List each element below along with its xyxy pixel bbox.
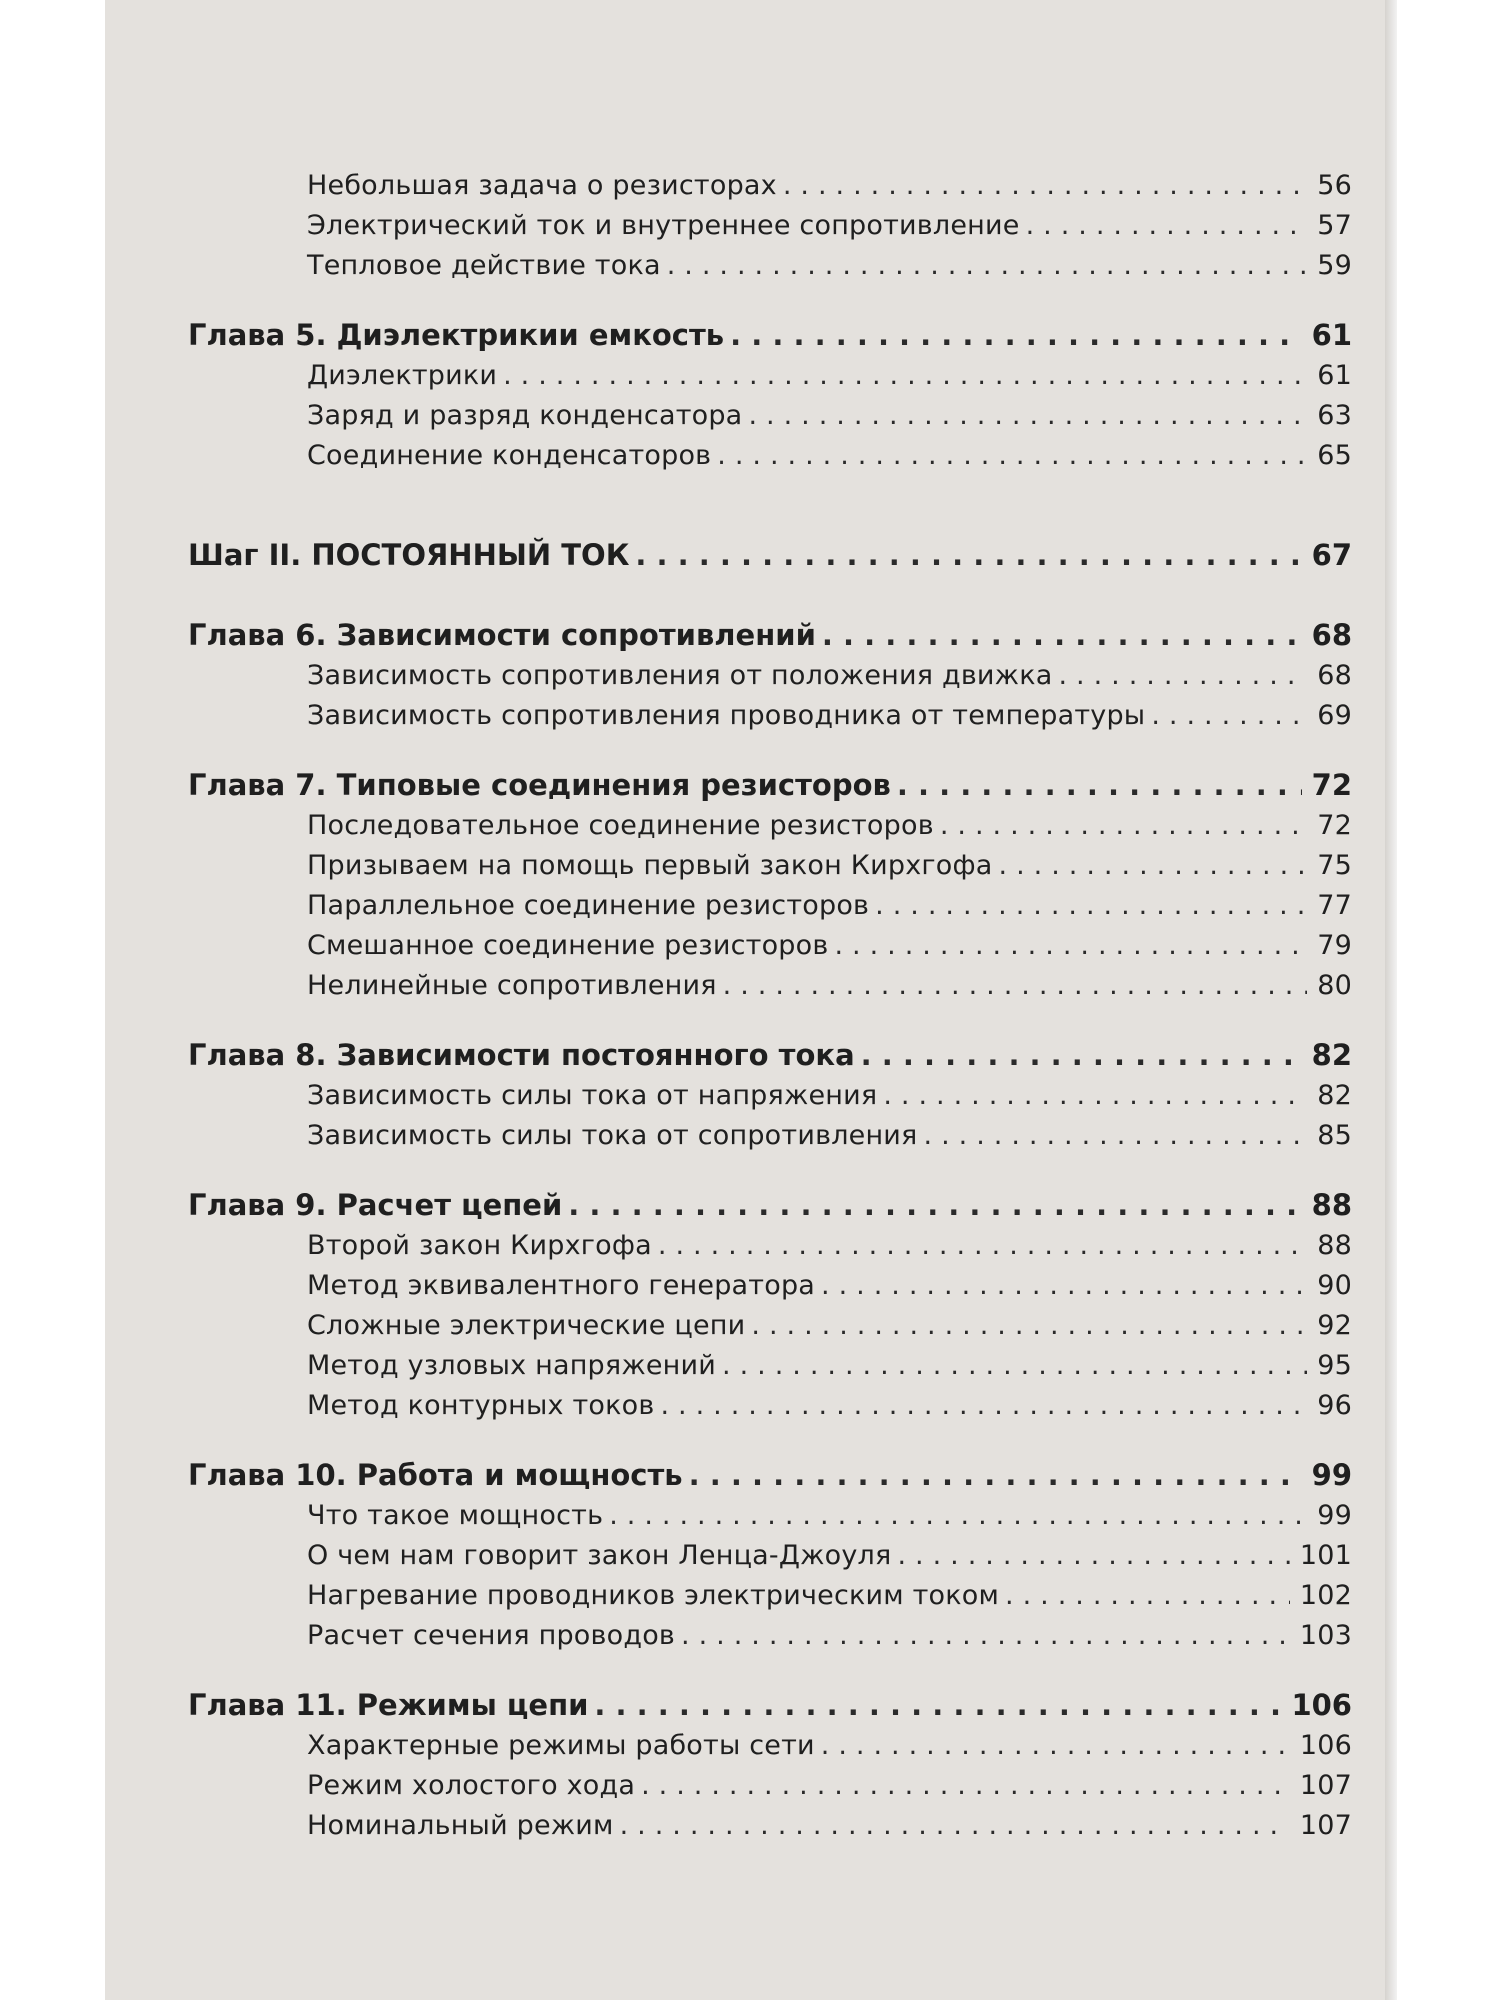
- toc-entry-title: Глава 8. Зависимости постоянного тока: [188, 1038, 855, 1072]
- spacer: [105, 740, 1395, 768]
- toc-section-entry: [307, 1580, 1352, 1620]
- toc-section-entry: [307, 360, 1352, 400]
- dot-leader: [999, 850, 1308, 881]
- toc-section-entry: [307, 1390, 1352, 1430]
- toc-page-number: 68: [1317, 660, 1352, 691]
- dot-leader: [822, 618, 1302, 652]
- toc-entry-title: Метод контурных токов: [307, 1390, 655, 1421]
- toc-chapter-entry: [188, 1188, 1352, 1230]
- dot-leader: [568, 1188, 1301, 1222]
- toc-entry-title: Смешанное соединение резисторов: [307, 930, 829, 961]
- dot-leader: [821, 1730, 1290, 1761]
- toc-entry-title: Глава 6. Зависимости сопротивлений: [188, 618, 816, 652]
- toc-entry-title: Последовательное соединение резисторов: [307, 810, 934, 841]
- toc-entry-title: Глава 9. Расчет цепей: [188, 1188, 563, 1222]
- toc-entry-title: Глава 11. Режимы цепи: [188, 1688, 589, 1722]
- dot-leader: [717, 440, 1307, 471]
- dot-leader: [897, 1540, 1289, 1571]
- spacer: [105, 580, 1395, 618]
- toc-section-entry: [307, 660, 1352, 700]
- toc-entry-title: Глава 7. Типовые соединения резисторов: [188, 768, 891, 802]
- page-edge: [1385, 0, 1397, 2000]
- toc-page-number: 79: [1317, 930, 1352, 961]
- toc-section-entry: [307, 250, 1352, 290]
- toc-entry-title: Второй закон Кирхгофа: [307, 1230, 652, 1261]
- spacer: [105, 480, 1395, 538]
- toc-section-entry: [307, 170, 1352, 210]
- dot-leader: [620, 1810, 1290, 1841]
- toc-section-entry: [307, 1120, 1352, 1160]
- toc-entry-title: Диэлектрики: [307, 360, 498, 391]
- toc-page-number: 57: [1317, 210, 1352, 241]
- dot-leader: [1058, 660, 1307, 691]
- toc-section-entry: [307, 1500, 1352, 1540]
- toc-entry-title: Электрический ток и внутреннее сопротивление: [307, 210, 1020, 241]
- toc-entry-title: Небольшая задача о резисторах: [307, 170, 777, 201]
- toc-page-number: 107: [1299, 1810, 1352, 1841]
- dot-leader: [1005, 1580, 1290, 1611]
- toc-entry-title: Зависимость силы тока от напряжения: [307, 1080, 878, 1111]
- table-of-contents: [105, 170, 1395, 1850]
- toc-section-entry: [307, 1540, 1352, 1580]
- toc-entry-title: Метод эквивалентного генератора: [307, 1270, 816, 1301]
- toc-page-number: 99: [1311, 1458, 1352, 1492]
- toc-section-entry: [307, 930, 1352, 970]
- toc-page-number: 99: [1317, 1500, 1352, 1531]
- toc-entry-title: Заряд и разряд конденсатора: [307, 400, 743, 431]
- toc-step-entry: [188, 538, 1352, 580]
- toc-section-entry: [307, 890, 1352, 930]
- toc-section-entry: [307, 210, 1352, 250]
- toc-section-entry: [307, 1310, 1352, 1350]
- dot-leader: [723, 970, 1308, 1001]
- toc-page-number: 72: [1311, 768, 1352, 802]
- toc-chapter-entry: [188, 618, 1352, 660]
- toc-page-number: 82: [1317, 1080, 1352, 1111]
- dot-leader: [834, 930, 1307, 961]
- toc-section-entry: [307, 1270, 1352, 1310]
- toc-page-number: 77: [1317, 890, 1352, 921]
- toc-section-entry: [307, 700, 1352, 740]
- toc-section-entry: [307, 1730, 1352, 1770]
- toc-page-number: 106: [1299, 1730, 1352, 1761]
- toc-chapter-entry: [188, 768, 1352, 810]
- toc-entry-title: Нелинейные сопротивления: [307, 970, 717, 1001]
- toc-entry-title: Глава 5. Диэлектрикии емкость: [188, 318, 725, 352]
- toc-entry-title: Что такое мощность: [307, 1500, 604, 1531]
- toc-entry-title: Зависимость сопротивления проводника от температуры: [307, 700, 1146, 731]
- dot-leader: [635, 538, 1301, 572]
- dot-leader: [821, 1270, 1307, 1301]
- dot-leader: [667, 250, 1308, 281]
- toc-page-number: 96: [1317, 1390, 1352, 1421]
- toc-page-number: 85: [1317, 1120, 1352, 1151]
- toc-chapter-entry: [188, 1038, 1352, 1080]
- toc-chapter-entry: [188, 1688, 1352, 1730]
- toc-entry-title: Сложные электрические цепи: [307, 1310, 746, 1341]
- dot-leader: [641, 1770, 1290, 1801]
- toc-entry-title: Глава 10. Работа и мощность: [188, 1458, 683, 1492]
- toc-section-entry: [307, 1080, 1352, 1120]
- toc-chapter-entry: [188, 318, 1352, 360]
- dot-leader: [875, 890, 1307, 921]
- toc-section-entry: [307, 440, 1352, 480]
- dot-leader: [681, 1620, 1290, 1651]
- toc-entry-title: Зависимость сопротивления от положения движка: [307, 660, 1053, 691]
- toc-section-entry: [307, 1620, 1352, 1660]
- toc-entry-title: Зависимость силы тока от сопротивления: [307, 1120, 918, 1151]
- dot-leader: [1151, 700, 1307, 731]
- toc-page-number: 103: [1299, 1620, 1352, 1651]
- toc-entry-title: Шаг II. ПОСТОЯННЫЙ ТОК: [188, 538, 630, 572]
- toc-section-entry: [307, 1810, 1352, 1850]
- toc-page-number: 67: [1311, 538, 1352, 572]
- toc-page-number: 90: [1317, 1270, 1352, 1301]
- dot-leader: [658, 1230, 1307, 1261]
- toc-entry-title: Призываем на помощь первый закон Кирхгофа: [307, 850, 993, 881]
- toc-section-entry: [307, 850, 1352, 890]
- toc-entry-title: Параллельное соединение резисторов: [307, 890, 870, 921]
- toc-entry-title: Номинальный режим: [307, 1810, 614, 1841]
- toc-chapter-entry: [188, 1458, 1352, 1500]
- toc-entry-title: О чем нам говорит закон Ленца-Джоуля: [307, 1540, 892, 1571]
- toc-page-number: 107: [1299, 1770, 1352, 1801]
- toc-section-entry: [307, 400, 1352, 440]
- toc-page-number: 68: [1311, 618, 1352, 652]
- toc-page-number: 106: [1291, 1688, 1352, 1722]
- toc-page-number: 82: [1311, 1038, 1352, 1072]
- toc-page-number: 56: [1317, 170, 1352, 201]
- toc-page-number: 69: [1317, 700, 1352, 731]
- toc-entry-title: Соединение конденсаторов: [307, 440, 712, 471]
- toc-page-number: 59: [1317, 250, 1352, 281]
- toc-entry-title: Характерные режимы работы сети: [307, 1730, 815, 1761]
- toc-page-number: 80: [1317, 970, 1352, 1001]
- dot-leader: [503, 360, 1307, 391]
- dot-leader: [748, 400, 1307, 431]
- spacer: [105, 1430, 1395, 1458]
- toc-page-number: 65: [1317, 440, 1352, 471]
- toc-page-number: 61: [1317, 360, 1352, 391]
- toc-entry-title: Метод узловых напряжений: [307, 1350, 717, 1381]
- toc-section-entry: [307, 1350, 1352, 1390]
- dot-leader: [689, 1458, 1302, 1492]
- dot-leader: [783, 170, 1307, 201]
- dot-leader: [609, 1500, 1307, 1531]
- toc-entry-title: Тепловое действие тока: [307, 250, 661, 281]
- toc-section-entry: [307, 970, 1352, 1010]
- dot-leader: [861, 1038, 1302, 1072]
- dot-leader: [883, 1080, 1307, 1111]
- dot-leader: [751, 1310, 1307, 1341]
- toc-page-number: 75: [1317, 850, 1352, 881]
- toc-page-number: 101: [1299, 1540, 1352, 1571]
- toc-page-number: 88: [1317, 1230, 1352, 1261]
- toc-page-number: 102: [1299, 1580, 1352, 1611]
- spacer: [105, 1010, 1395, 1038]
- spacer: [105, 290, 1395, 318]
- toc-section-entry: [307, 810, 1352, 850]
- dot-leader: [660, 1390, 1307, 1421]
- spacer: [105, 1660, 1395, 1688]
- dot-leader: [940, 810, 1307, 841]
- toc-entry-title: Режим холостого хода: [307, 1770, 636, 1801]
- toc-section-entry: [307, 1770, 1352, 1810]
- dot-leader: [722, 1350, 1307, 1381]
- dot-leader: [897, 768, 1302, 802]
- dot-leader: [730, 318, 1301, 352]
- dot-leader: [1026, 210, 1308, 241]
- dot-leader: [924, 1120, 1308, 1151]
- spacer: [105, 1160, 1395, 1188]
- toc-page-number: 95: [1317, 1350, 1352, 1381]
- toc-page-number: 61: [1311, 318, 1352, 352]
- book-page: [105, 0, 1395, 2000]
- dot-leader: [594, 1688, 1281, 1722]
- toc-page-number: 92: [1317, 1310, 1352, 1341]
- toc-page-number: 72: [1317, 810, 1352, 841]
- toc-page-number: 63: [1317, 400, 1352, 431]
- toc-entry-title: Нагревание проводников электрическим током: [307, 1580, 1000, 1611]
- toc-entry-title: Расчет сечения проводов: [307, 1620, 676, 1651]
- toc-section-entry: [307, 1230, 1352, 1270]
- toc-page-number: 88: [1311, 1188, 1352, 1222]
